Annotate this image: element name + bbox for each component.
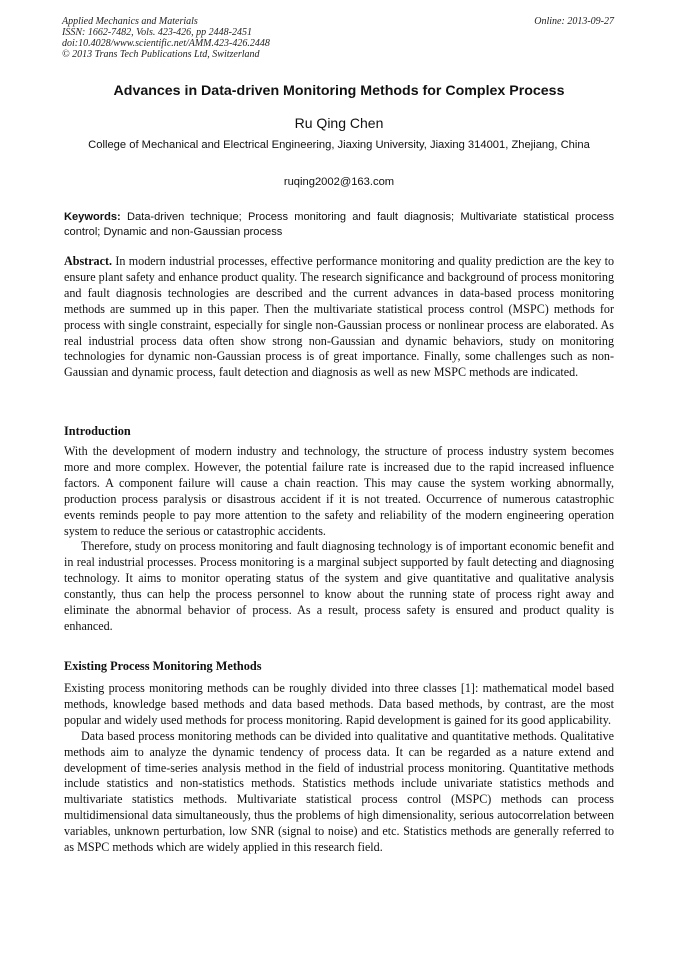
- section-heading-introduction: Introduction: [64, 424, 131, 438]
- journal-header: [62, 16, 270, 60]
- abstract-text: In modern industrial processes, effective performance monitoring and quality prediction are the key to ensure plant safety and enhance product quality. The research significance and background of process monitoring and fault diagnosis technologies are described and the current advances in data-based process monitoring methods are summed up in this paper. Then the multivariate statistical process control (MSPC) methods for process with single constraint, especially for single non-Gaussian process or nonlinear process are elaborated. As real industrial process data often show strong non-Gaussian and dynamic behaviors, study on monitoring technologies for dynamic non-Gaussian process is of great importance. Finally, some challenges such as non-Gaussian and dynamic process, fault detection and diagnosis as well as new MSPC methods are indicated.: [64, 254, 614, 380]
- paragraph: Existing process monitoring methods can be roughly divided into three classes [1]: mathematical model based methods, knowledge based methods and data based methods. Data based methods, by contrast, are the most popular and widely used methods for process monitoring. Rapid development is gained for its good applicability.: [64, 681, 614, 727]
- section-heading-existing-methods: Existing Process Monitoring Methods: [64, 659, 262, 673]
- paragraph: Data based process monitoring methods can be divided into qualitative and quantitative methods. Qualitative methods aim to analyze the dynamic tendency of process data. It can be regarded as a nature extend and development of time-series analysis method in the field of industrial process monitoring. Quantitative methods include statistics and non-statistics methods. Statistics methods include univariate statistics methods and multivariate statistics methods. Multivariate statistical process control (MSPC) methods can process multidimensional data simultaneously, thus the problems of high dimensionality, serious autocorrelation between variables, unknown perturbation, low SNR (signal to noise) and etc. Statistics methods are generally referred to as MSPC methods which are widely applied in this research field.: [64, 728, 614, 855]
- copyright-line: © 2013 Trans Tech Publications Ltd, Switzerland: [62, 49, 260, 60]
- keywords-block: [64, 210, 614, 239]
- keywords-label: Keywords:: [64, 211, 121, 223]
- online-date: Online: 2013-09-27: [534, 16, 614, 27]
- paragraph: Therefore, study on process monitoring and fault diagnosing technology is of important economic benefit and in real industrial processes. Process monitoring is a marginal subject supported by fault detecting and diagnosing technology. It aims to monitor operating status of the system and give quantitative and qualitative analysis constantly, thus can help the process personnel to know about the running state of process right away and eliminate the abnormal behavior of process. As a result, process safety is ensured and product quality is enhanced.: [64, 539, 614, 633]
- section-body-existing-methods: [64, 681, 614, 856]
- issn-line: ISSN: 1662-7482, Vols. 423-426, pp 2448-2451: [62, 27, 252, 38]
- keywords-text: Data-driven technique; Process monitoring and fault diagnosis; Multivariate statistical process control; Dynamic and non-Gaussian process: [64, 211, 614, 238]
- author-email: ruqing2002@163.com: [283, 176, 395, 188]
- abstract-block: [64, 254, 614, 381]
- journal-name: Applied Mechanics and Materials: [62, 16, 198, 27]
- abstract-label: Abstract.: [64, 254, 113, 268]
- paper-title: Advances in Data-driven Monitoring Methods for Complex Process: [113, 83, 565, 99]
- section-body-introduction: [64, 444, 614, 635]
- doi-line: doi:10.4028/www.scientific.net/AMM.423-426.2448: [62, 38, 270, 49]
- paragraph: With the development of modern industry and technology, the structure of process industry system becomes more and more complex. However, the potential failure rate is increased due to the rapid increased influence factors. A component failure will cause a chain reaction. This may cause the system working abnormally, production process paralysis or disastrous accident if it is not treated. Occurrence of numerous catastrophic events reminds people to pay more attention to the safety and reliability of the modern engineering operation system to reduce the serious or catastrophic accidents.: [64, 444, 614, 538]
- author-affiliation: College of Mechanical and Electrical Engineering, Jiaxing University, Jiaxing 314001, Zhejiang, China: [88, 139, 590, 151]
- author-name: Ru Qing Chen: [294, 115, 384, 131]
